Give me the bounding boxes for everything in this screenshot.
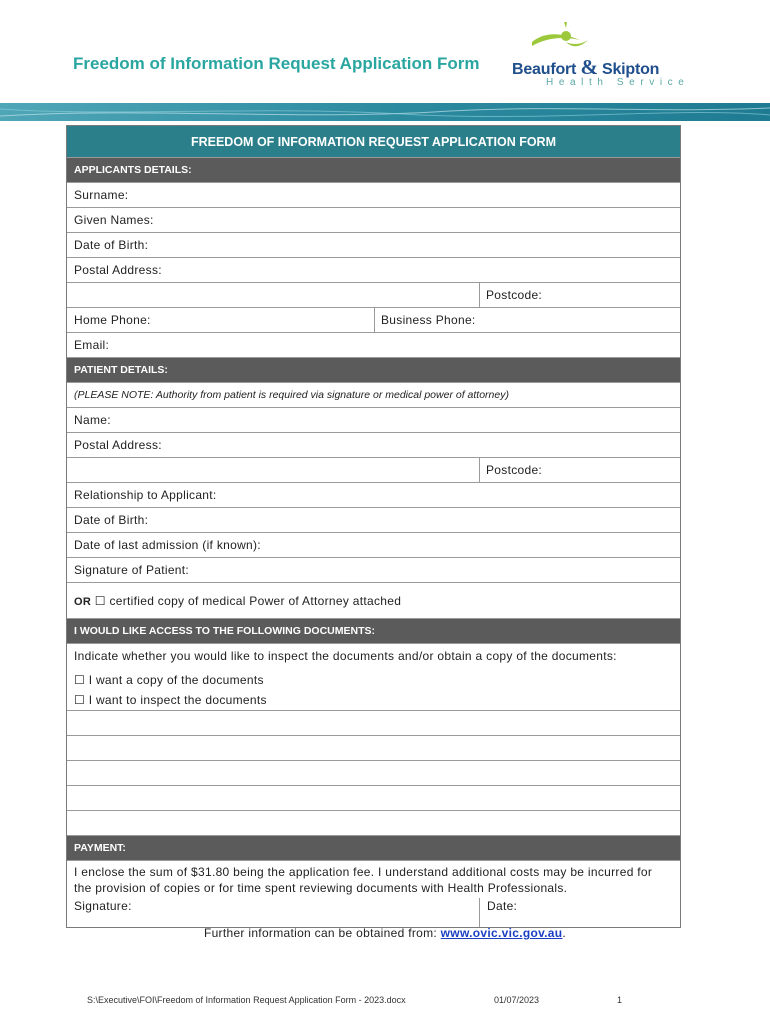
patient-relationship-label: Relationship to Applicant: <box>74 488 217 502</box>
payment-section-heading: PAYMENT: <box>67 836 680 861</box>
applicant-postal-address-label: Postal Address: <box>74 263 162 277</box>
documents-line[interactable] <box>67 711 680 736</box>
applicant-home-phone-field[interactable] <box>67 308 680 333</box>
applicant-dob-label: Date of Birth: <box>74 238 149 252</box>
applicant-given-names-field[interactable] <box>67 208 680 233</box>
patient-signature-field[interactable] <box>67 558 680 583</box>
patient-last-admission-label: Date of last admission (if known): <box>74 538 261 552</box>
payment-date-label: Date: <box>487 899 518 913</box>
payment-signature-row <box>67 898 680 927</box>
applicant-surname-label: Surname: <box>74 188 129 202</box>
logo-subtitle: Health Service <box>546 77 690 88</box>
applicant-postcode-label: Postcode: <box>486 288 543 302</box>
applicant-email-label: Email: <box>74 338 110 352</box>
option-inspect[interactable] <box>67 692 680 711</box>
patient-dob-label: Date of Birth: <box>74 513 149 527</box>
patient-name-label: Name: <box>74 413 111 427</box>
applicant-business-phone-label: Business Phone: <box>381 313 476 327</box>
inspect-option-label: I want to inspect the documents <box>88 693 267 707</box>
documents-instructions: Indicate whether you would like to inspect the documents and/or obtain a copy of the documents: <box>74 649 617 663</box>
power-of-attorney-label: certified copy of medical Power of Attorney attached <box>109 594 402 608</box>
applicant-dob-field[interactable] <box>67 233 680 258</box>
applicant-business-phone-field[interactable] <box>374 308 476 332</box>
power-of-attorney-checkbox[interactable]: ☐ <box>94 594 106 608</box>
documents-line[interactable] <box>67 786 680 811</box>
payment-signature-field[interactable] <box>74 898 132 914</box>
copy-checkbox[interactable]: ☐ <box>74 673 86 687</box>
patient-dob-field[interactable] <box>67 508 680 533</box>
applicant-postcode-field[interactable] <box>479 283 542 307</box>
logo-swoosh-icon <box>530 22 590 54</box>
applicant-given-names-label: Given Names: <box>74 213 154 227</box>
further-information-text: Further information can be obtained from: <box>203 926 441 940</box>
power-of-attorney-option[interactable] <box>67 583 680 619</box>
patient-postal-address-label: Postal Address: <box>74 438 162 452</box>
applicant-home-phone-label: Home Phone: <box>74 313 151 327</box>
applicant-address-line[interactable] <box>67 283 680 308</box>
documents-line[interactable] <box>67 811 680 836</box>
header-banner <box>0 103 770 121</box>
documents-section-heading: I WOULD LIKE ACCESS TO THE FOLLOWING DOCUMENTS: <box>67 619 680 644</box>
applicants-section-heading: APPLICANTS DETAILS: <box>67 158 680 183</box>
patient-relationship-field[interactable] <box>67 483 680 508</box>
inspect-checkbox[interactable]: ☐ <box>74 693 86 707</box>
patient-name-field[interactable] <box>67 408 680 433</box>
payment-signature-label: Signature: <box>74 899 132 913</box>
option-copy[interactable] <box>67 668 680 692</box>
organisation-logo <box>510 22 690 92</box>
further-information-suffix: . <box>562 926 567 940</box>
documents-line[interactable] <box>67 761 680 786</box>
applicant-email-field[interactable] <box>67 333 680 358</box>
form-title: FREEDOM OF INFORMATION REQUEST APPLICATION FORM <box>67 126 680 158</box>
further-information <box>0 926 770 940</box>
patient-signature-label: Signature of Patient: <box>74 563 190 577</box>
patient-section-heading: PATIENT DETAILS: <box>67 358 680 383</box>
payment-date-field[interactable] <box>479 898 517 927</box>
or-label: OR <box>74 596 92 608</box>
patient-postal-address-field[interactable] <box>67 433 680 458</box>
patient-postcode-field[interactable] <box>479 458 542 482</box>
footer-date: 01/07/2023 <box>494 995 540 1005</box>
patient-last-admission-field[interactable] <box>67 533 680 558</box>
footer-page-number: 1 <box>617 995 623 1005</box>
patient-authority-note: (PLEASE NOTE: Authority from patient is required via signature or medical power of attorney) <box>67 383 680 408</box>
patient-address-line[interactable] <box>67 458 680 483</box>
applicant-postal-address-field[interactable] <box>67 258 680 283</box>
ovic-link[interactable]: www.ovic.vic.gov.au <box>440 926 563 940</box>
copy-option-label: I want a copy of the documents <box>88 673 264 687</box>
logo-name-b: Skipton <box>601 61 660 78</box>
logo-name-a: Beaufort <box>512 61 577 78</box>
documents-line[interactable] <box>67 736 680 761</box>
page-title: Freedom of Information Request Application Form <box>73 54 480 73</box>
patient-postcode-label: Postcode: <box>486 463 543 477</box>
foi-application-form <box>66 125 681 928</box>
footer-file-path: S:\Executive\FOI\Freedom of Information Request Application Form - 2023.docx <box>87 995 406 1005</box>
logo-ampersand: & <box>580 55 598 79</box>
payment-statement: I enclose the sum of $31.80 being the application fee. I understand additional costs may be incurred for the provision of copies or for time spent reviewing documents with Health Professionals. <box>74 865 653 895</box>
applicant-surname-field[interactable] <box>67 183 680 208</box>
